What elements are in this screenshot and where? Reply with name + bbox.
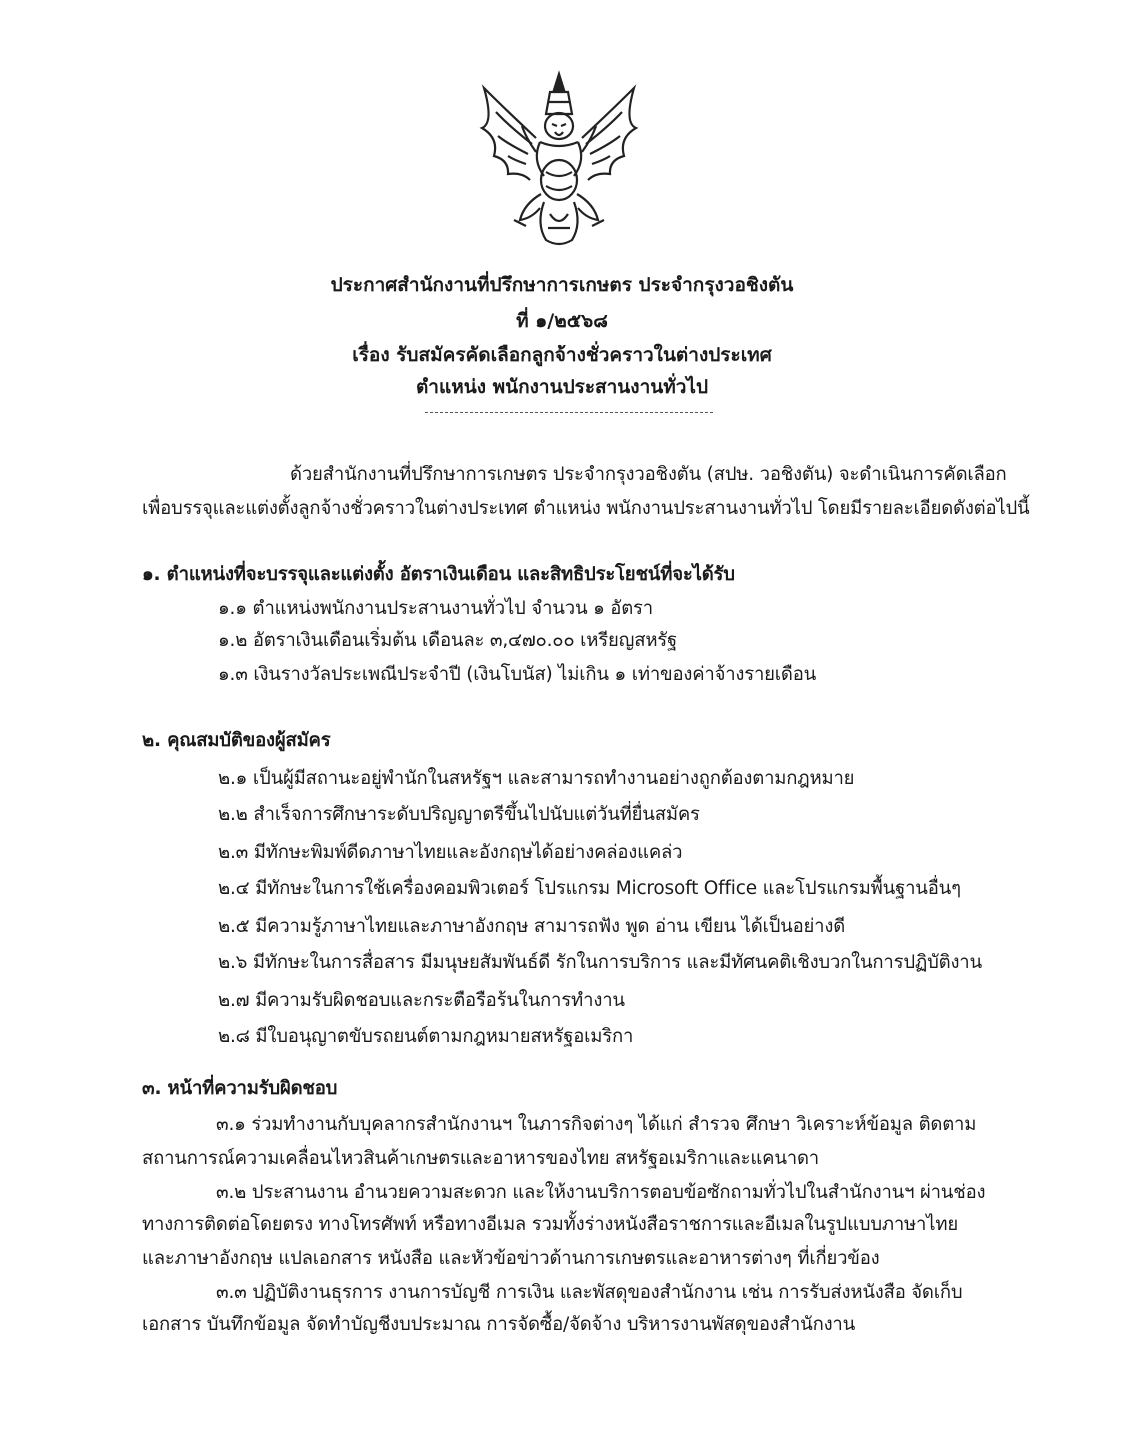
section2-item: ๒.๗ มีความรับผิดชอบและกระตือรือร้นในการทำงาน: [218, 990, 625, 1011]
section2-item: ๒.๒ สำเร็จการศึกษาระดับปริญญาตรีขึ้นไปนับแต่วันที่ยื่นสมัคร: [218, 804, 700, 825]
section3-paragraph-1-line: ๓.๑ ร่วมทำงานกับบุคลากรสำนักงานฯ ในภารกิจต่างๆ ได้แก่ สำรวจ ศึกษา วิเคราะห์ข้อมูล ติดตาม: [216, 1114, 977, 1135]
section3-paragraph-2-line: ๓.๒ ประสานงาน อำนวยความสะดวก และให้งานบริการตอบข้อซักถามทั่วไปในสำนักงานฯ ผ่านช่อง: [216, 1182, 986, 1203]
announcement-number: ที่ ๑/๒๕๖๘: [516, 310, 608, 332]
garuda-emblem-icon: [474, 68, 644, 254]
announcement-position: ตำแหน่ง พนักงานประสานงานทั่วไป: [415, 376, 709, 398]
section3-paragraph-2-line: ทางการติดต่อโดยตรง ทางโทรศัพท์ หรือทางอีเมล รวมทั้งร่างหนังสือราชการและอีเมลในรูปแบบภาษาไทย: [142, 1214, 958, 1235]
section3-paragraph-3-line: เอกสาร บันทึกข้อมูล จัดทำบัญชีงบประมาณ การจัดซื้อ/จัดจ้าง บริหารงานพัสดุของสำนักงาน: [142, 1314, 856, 1335]
section1-item: ๑.๒ อัตราเงินเดือนเริ่มต้น เดือนละ ๓,๔๗๐.๐๐ เหรียญสหรัฐ: [218, 630, 678, 651]
section3-heading: ๓. หน้าที่ความรับผิดชอบ: [142, 1078, 338, 1099]
section2-heading: ๒. คุณสมบัติของผู้สมัคร: [142, 730, 331, 751]
section2-item: ๒.๘ มีใบอนุญาตขับรถยนต์ตามกฎหมายสหรัฐอเมริกา: [218, 1026, 634, 1047]
section1-item: ๑.๑ ตำแหน่งพนักงานประสานงานทั่วไป จำนวน ๑ อัตรา: [218, 598, 653, 619]
section3-paragraph-1-line: สถานการณ์ความเคลื่อนไหวสินค้าเกษตรและอาหารของไทย สหรัฐอเมริกาและแคนาดา: [142, 1148, 819, 1169]
intro-line-2: เพื่อบรรจุและแต่งตั้งลูกจ้างชั่วคราวในต่างประเทศ ตำแหน่ง พนักงานประสานงานทั่วไป โดยมีรายละเอียดดังต่อไปนี้: [142, 498, 1030, 519]
section2-item: ๒.๑ เป็นผู้มีสถานะอยู่พำนักในสหรัฐฯ และสามารถทำงานอย่างถูกต้องตามกฎหมาย: [218, 768, 855, 789]
separator-rule: [425, 412, 713, 413]
section3-paragraph-3-line: ๓.๓ ปฏิบัติงานธุรการ งานการบัญชี การเงิน และพัสดุของสำนักงาน เช่น การรับส่งหนังสือ จัดเก็บ: [216, 1282, 963, 1303]
section1-heading: ๑. ตำแหน่งที่จะบรรจุและแต่งตั้ง อัตราเงินเดือน และสิทธิประโยชน์ที่จะได้รับ: [142, 564, 735, 585]
announcement-title: ประกาศสำนักงานที่ปรึกษาการเกษตร ประจำกรุงวอชิงตัน: [330, 274, 794, 296]
section3-paragraph-2-line: และภาษาอังกฤษ แปลเอกสาร หนังสือ และหัวข้อข่าวด้านการเกษตรและอาหารต่างๆ ที่เกี่ยวข้อง: [142, 1248, 880, 1269]
section2-item: ๒.๖ มีทักษะในการสื่อสาร มีมนุษยสัมพันธ์ดี รักในการบริการ และมีทัศนคติเชิงบวกในการปฏิบัติงาน: [218, 952, 982, 973]
section1-item: ๑.๓ เงินรางวัลประเพณีประจำปี (เงินโบนัส) ไม่เกิน ๑ เท่าของค่าจ้างรายเดือน: [218, 664, 817, 685]
intro-line-1: ด้วยสำนักงานที่ปรึกษาการเกษตร ประจำกรุงวอชิงตัน (สปษ. วอชิงตัน) จะดำเนินการคัดเลือก: [290, 464, 1007, 485]
announcement-subject: เรื่อง รับสมัครคัดเลือกลูกจ้างชั่วคราวในต่างประเทศ: [352, 344, 772, 366]
section2-item: ๒.๓ มีทักษะพิมพ์ดีดภาษาไทยและอังกฤษได้อย่างคล่องแคล่ว: [218, 842, 683, 863]
section2-item: ๒.๔ มีทักษะในการใช้เครื่องคอมพิวเตอร์ โปรแกรม Microsoft Office และโปรแกรมพื้นฐานอื่นๆ: [218, 878, 961, 899]
section2-item: ๒.๕ มีความรู้ภาษาไทยและภาษาอังกฤษ สามารถฟัง พูด อ่าน เขียน ได้เป็นอย่างดี: [218, 916, 846, 937]
